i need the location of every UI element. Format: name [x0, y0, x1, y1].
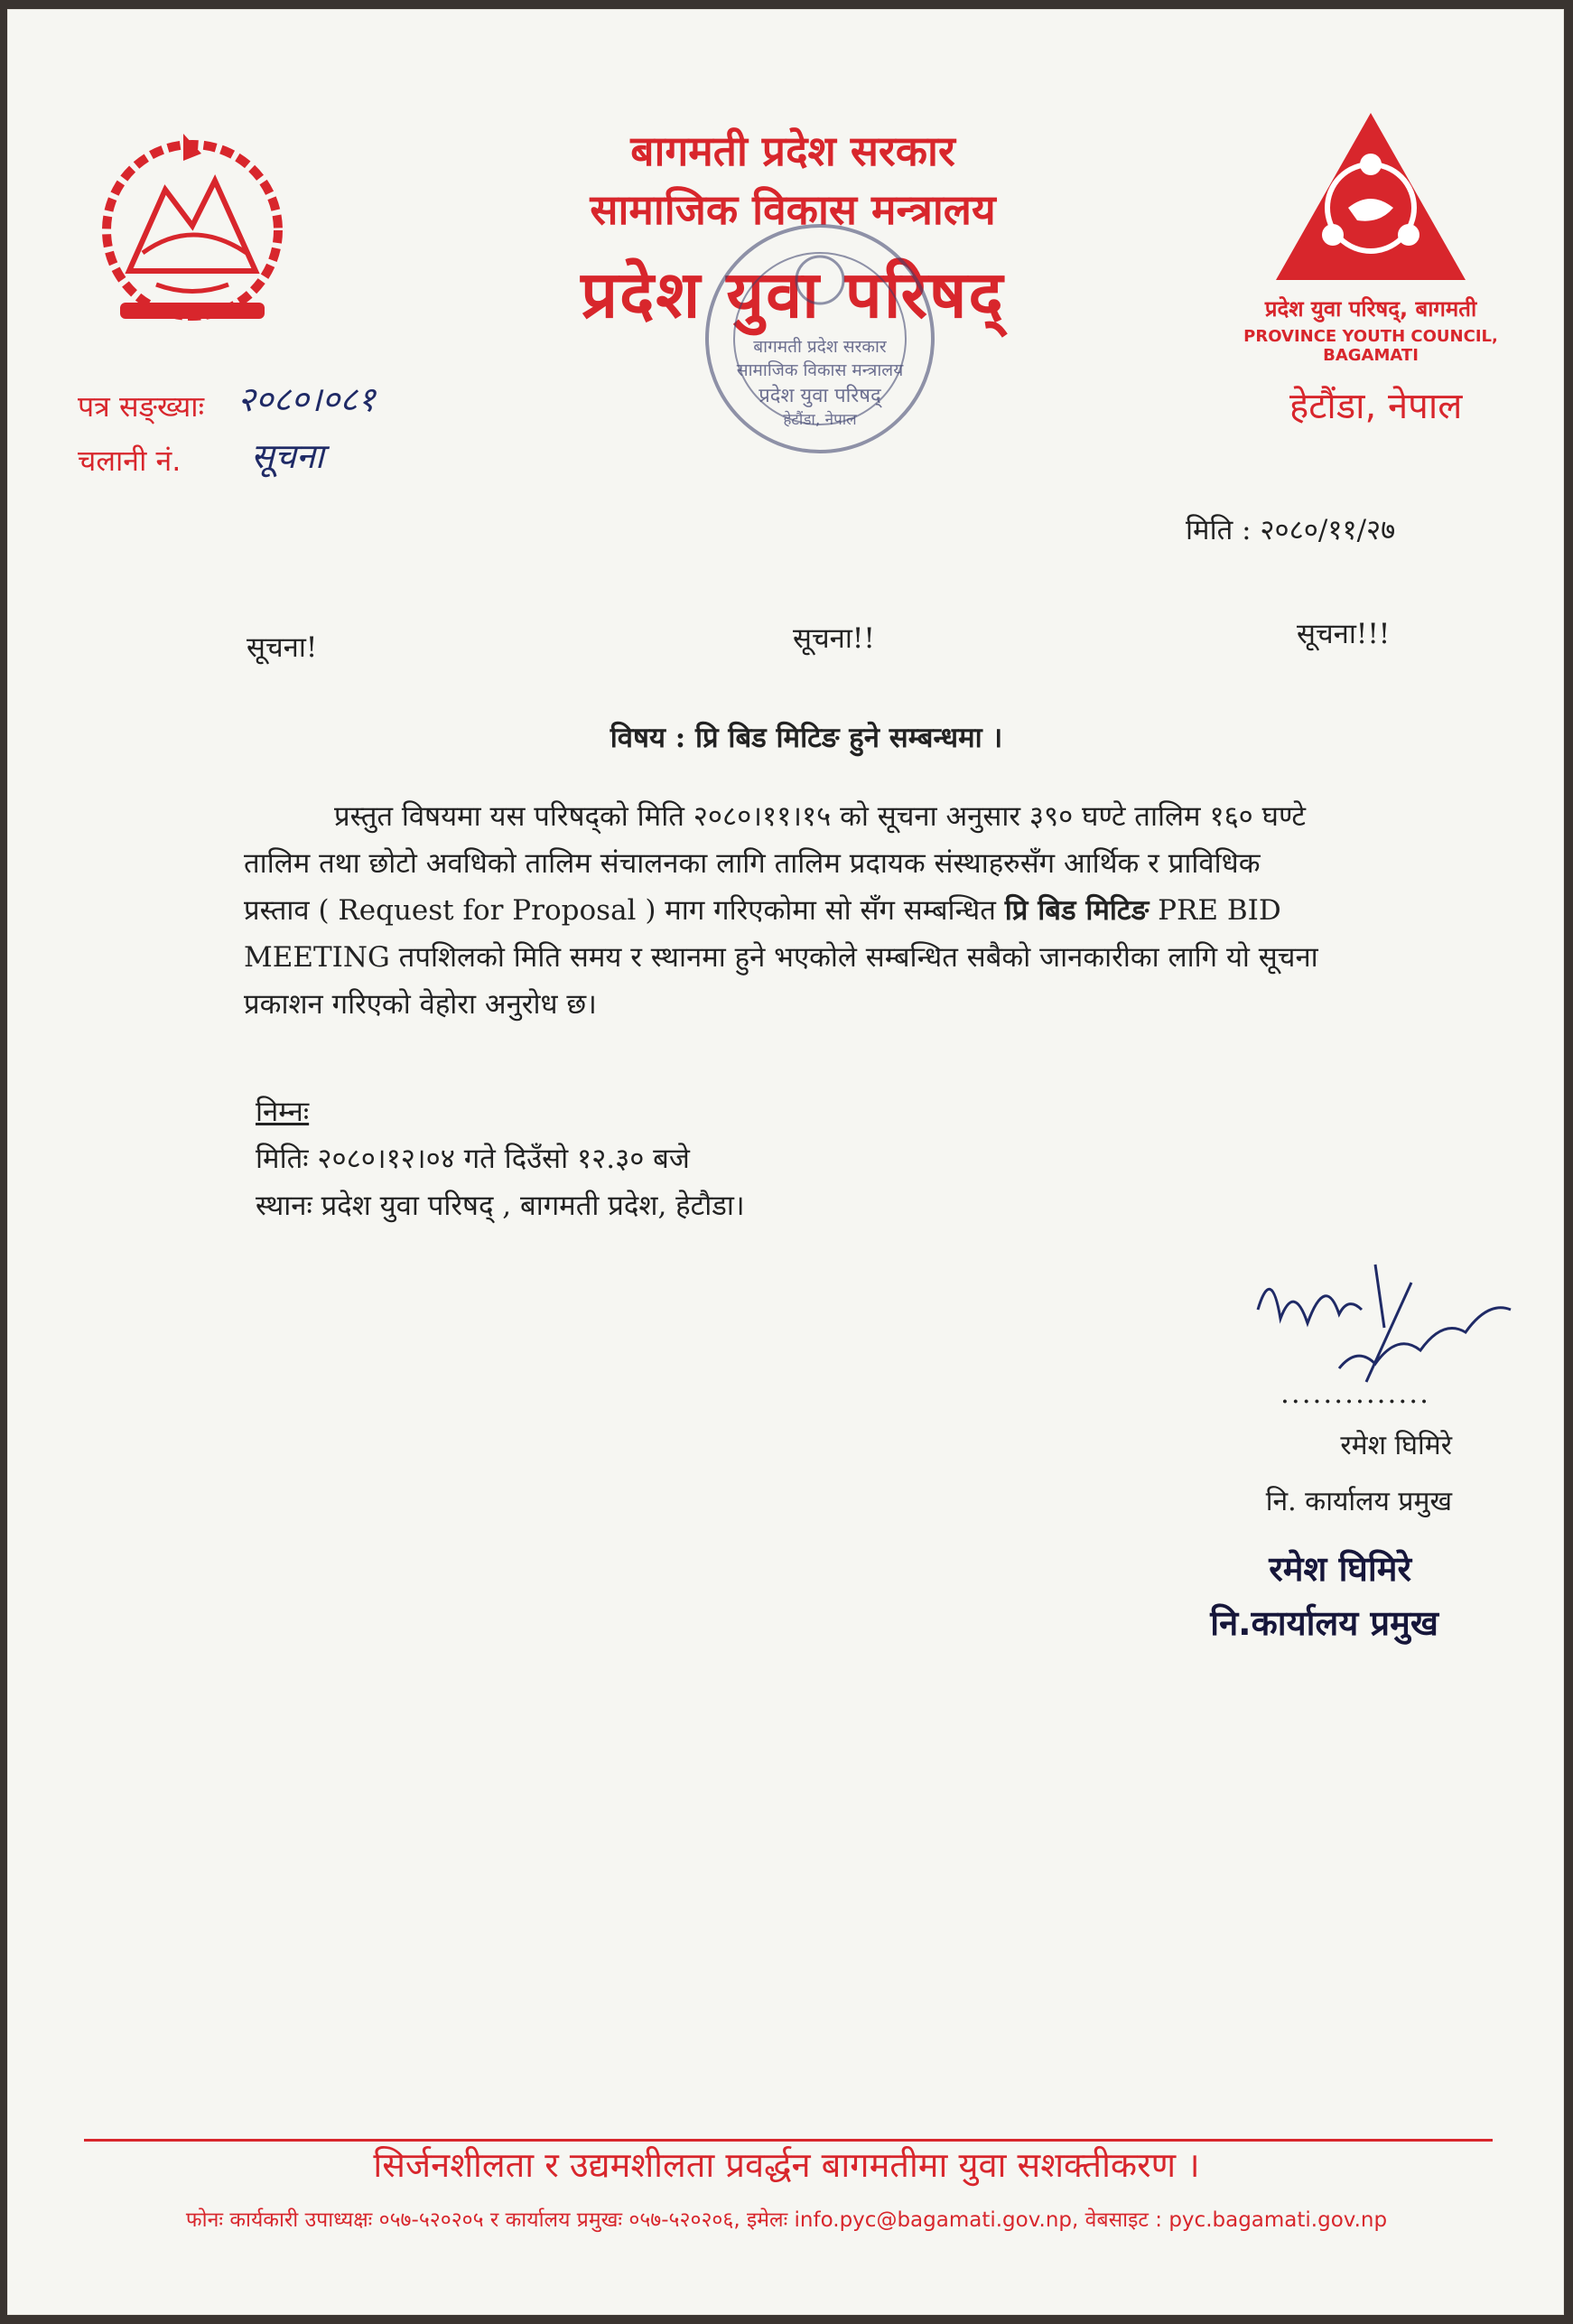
title-stamp: नि.कार्यालय प्रमुख: [1210, 1603, 1438, 1643]
nepal-emblem-icon: [79, 117, 305, 343]
notice-1: सूचना!: [247, 631, 318, 664]
details-block: [256, 1088, 745, 1229]
city-label: हेटौंडा, नेपाल: [1289, 386, 1463, 427]
body-line-3: प्रस्ताव ( Request for Proposal ) माग गरिएकोमा सो सँग सम्बन्धित प्रि बिड मिटिङ PRE BID: [244, 894, 1281, 927]
signatory-name: रमेश घिमिरे: [1340, 1430, 1452, 1461]
body-line-2: तालिम तथा छोटो अवधिको तालिम संचालनका लागि तालिम प्रदायक संस्थाहरुसँग आर्थिक र प्राविधिक: [244, 847, 1261, 880]
notice-2: सूचना!!: [793, 622, 875, 655]
footer-slogan: सिर्जनशीलता र उद्यमशीलता प्रवर्द्धन बागमतीमा युवा सशक्तीकरण ।: [373, 2145, 1200, 2185]
details-place: स्थानः प्रदेश युवा परिषद् , बागमती प्रदेश, हेटौडा।: [256, 1190, 745, 1222]
pyc-name-np: प्रदेश युवा परिषद्, बागमती: [1264, 296, 1477, 322]
details-label: निम्नः: [256, 1096, 310, 1128]
patra-value: २०८०।०८१: [237, 379, 376, 419]
signature-dots: ..............: [1280, 1377, 1430, 1410]
body-line-4: MEETING तपशिलको मिति समय र स्थानमा हुने भएकोले सम्बन्धित सबैको जानकारीका लागि यो सूचना: [244, 941, 1318, 974]
pyc-name-en: PROVINCE YOUTH COUNCIL, BAGAMATI: [1243, 327, 1498, 365]
ministry-title: सामाजिक विकास मन्त्रालय: [590, 185, 996, 234]
body-paragraph: [244, 793, 1485, 1028]
body-line-5: प्रकाशन गरिएको वेहोरा अनुरोध छ।: [244, 988, 597, 1021]
chalani-label: चलानी नं.: [78, 443, 182, 478]
letter-page: [7, 9, 1564, 2315]
notice-3: सूचना!!!: [1297, 618, 1391, 650]
letter-date: मिति : २०८०/११/२७: [1186, 514, 1396, 546]
body-line-1: प्रस्तुत विषयमा यस परिषद्को मिति २०८०।११।१५ को सूचना अनुसार ३९० घण्टे तालिम १६० घण्टे: [334, 800, 1306, 833]
stamp-text: बागमती प्रदेश सरकार सामाजिक विकास मन्त्रालय प्रदेश युवा परिषद् हेटौंडा, नेपाल: [736, 337, 904, 429]
patra-label: पत्र सङ्ख्याः: [78, 389, 205, 424]
signatory-title: नि. कार्यालय प्रमुख: [1265, 1486, 1452, 1517]
name-stamp: रमेश घिमिरे: [1269, 1549, 1411, 1589]
council-title: प्रदेश युवा परिषद्: [581, 257, 1005, 332]
footer-contact: फोनः कार्यकारी उपाध्यक्षः ०५७-५२०२०५ र कार्यालय प्रमुखः ०५७-५२०२०६, इमेलः info.pyc@bagamati.gov.np, वेबसाइट : pyc.bagamati.gov.np: [185, 2208, 1388, 2232]
subject-line: विषय : प्रि बिड मिटिङ हुने सम्बन्धमा ।: [610, 722, 1003, 754]
chalani-value: सूचना: [251, 436, 324, 476]
details-datetime: मितिः २०८०।१२।०४ गते दिउँसो १२.३० बजे: [256, 1143, 690, 1175]
govt-title: बागमती प्रदेश सरकार: [630, 126, 955, 175]
pyc-logo-icon: [1271, 108, 1470, 289]
